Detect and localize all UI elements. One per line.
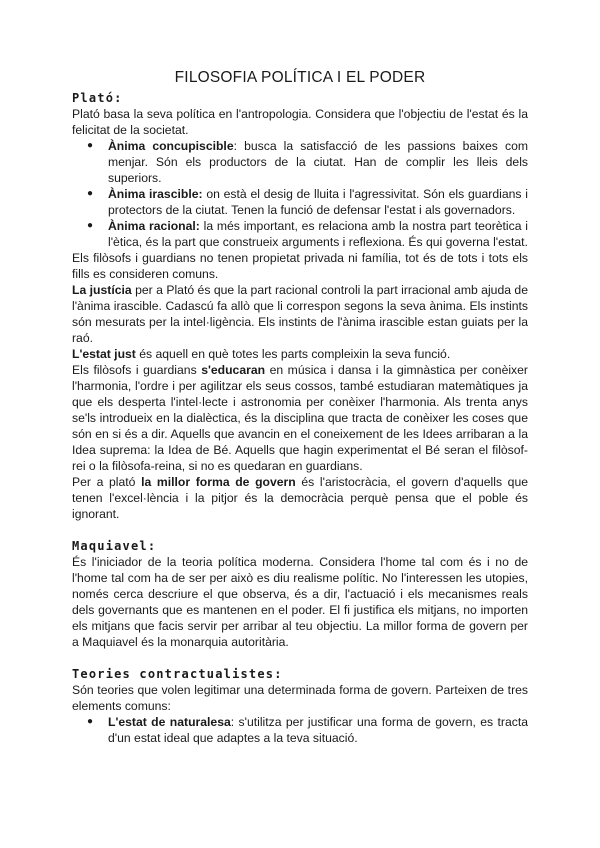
paragraph: Els filòsofs i guardians s'educaran en música i dansa i la gimnàstica per conèixer l'harmonia, l'ordre i per agilitzar els seus cossos, també estudiaran matemàtiques ja que els desperta l'intel·lecte i astronomia per conèixer l'harmonia. Als trenta anys se'ls introdueix en la dialèctica, és la disciplina que tracta de conèixer les coses que són en si és a dir. Aquells que avancin en el coneixement de les Idees arribaran a la Idea suprema: la Idea de Bé. Aquells que hagin experimentat el Bé seran el filòsof-rei o la filòsofa-reina, si no es quedaran en guardians. — [72, 363, 528, 473]
teories-list — [72, 714, 528, 746]
page-title: FILOSOFIA POLÍTICA I EL PODER — [174, 69, 426, 86]
document-page — [72, 68, 528, 746]
plato-intro: Plató basa la seva política en l'antropologia. Considera que l'objectiu de l'estat és la felicitat de la societat. — [72, 107, 528, 137]
list-item: ● L'estat de naturalesa: s'utilitza per justificar una forma de govern, es tracta d'un estat ideal que adaptes a la teva situació. — [108, 714, 528, 746]
paragraph: Els filòsofs i guardians no tenen propietat privada ni família, tot és de tots i tots els fills es consideren comuns. — [72, 251, 528, 281]
paragraph: L'estat just és aquell en què totes les parts compleixin la seva funció. — [72, 347, 451, 361]
plato-soul-list — [72, 138, 528, 250]
paragraph: La justícia per a Plató és que la part racional controli la part irracional amb ajuda de l'ànima irascible. Cadascú fa allò que li correspon segons la seva ànima. Els instints són mesurats per la intel·ligència. Els instints de l'ànima irascible estan guiats per la raó. — [72, 283, 528, 345]
paragraph: Són teories que volen legitimar una determinada forma de govern. Parteixen de tres elements comuns: — [72, 683, 528, 713]
section-heading-maquiavel: Maquiavel: — [72, 539, 157, 553]
paragraph: Per a plató la millor forma de govern és l'aristocràcia, el govern d'aquells que tenen l'excel·lència i la pitjor és la democràcia perquè pensa que el poble és ignorant. — [72, 475, 529, 521]
paragraph: És l'iniciador de la teoria política moderna. Considera l'home tal com és i no de l'home tal com ha de ser per això es diu realisme polític. No l'interessen les utopies, només cerca descriure el que observa, és a dir, l'actuació i els mecanismes reals dels governants que es mantenen en el poder. El fi justifica els mitjans, no importen els mitjans que facis servir per arribar al teu objectiu. La millor forma de govern per a Maquiavel és la monarquia autoritària. — [72, 555, 528, 649]
section-heading-plato: Plató: — [72, 91, 123, 105]
list-item: ● Ànima concupiscible: busca la satisfacció de les passions baixes com menjar. Són els productors de la ciutat. Han de complir les lleis dels superiors. — [108, 138, 528, 186]
list-item: ● Ànima racional: la més important, es relaciona amb la nostra part teorètica i l'ètica, és la part que construeix arguments i reflexiona. És qui governa l'estat. — [108, 218, 528, 250]
list-item: ● Ànima irascible: on està el desig de lluita i l'agressivitat. Són els guardians i protectors de la ciutat. Tenen la funció de defensar l'estat i als governadors. — [108, 186, 528, 218]
section-heading-teories: Teories contractualistes: — [72, 667, 283, 681]
